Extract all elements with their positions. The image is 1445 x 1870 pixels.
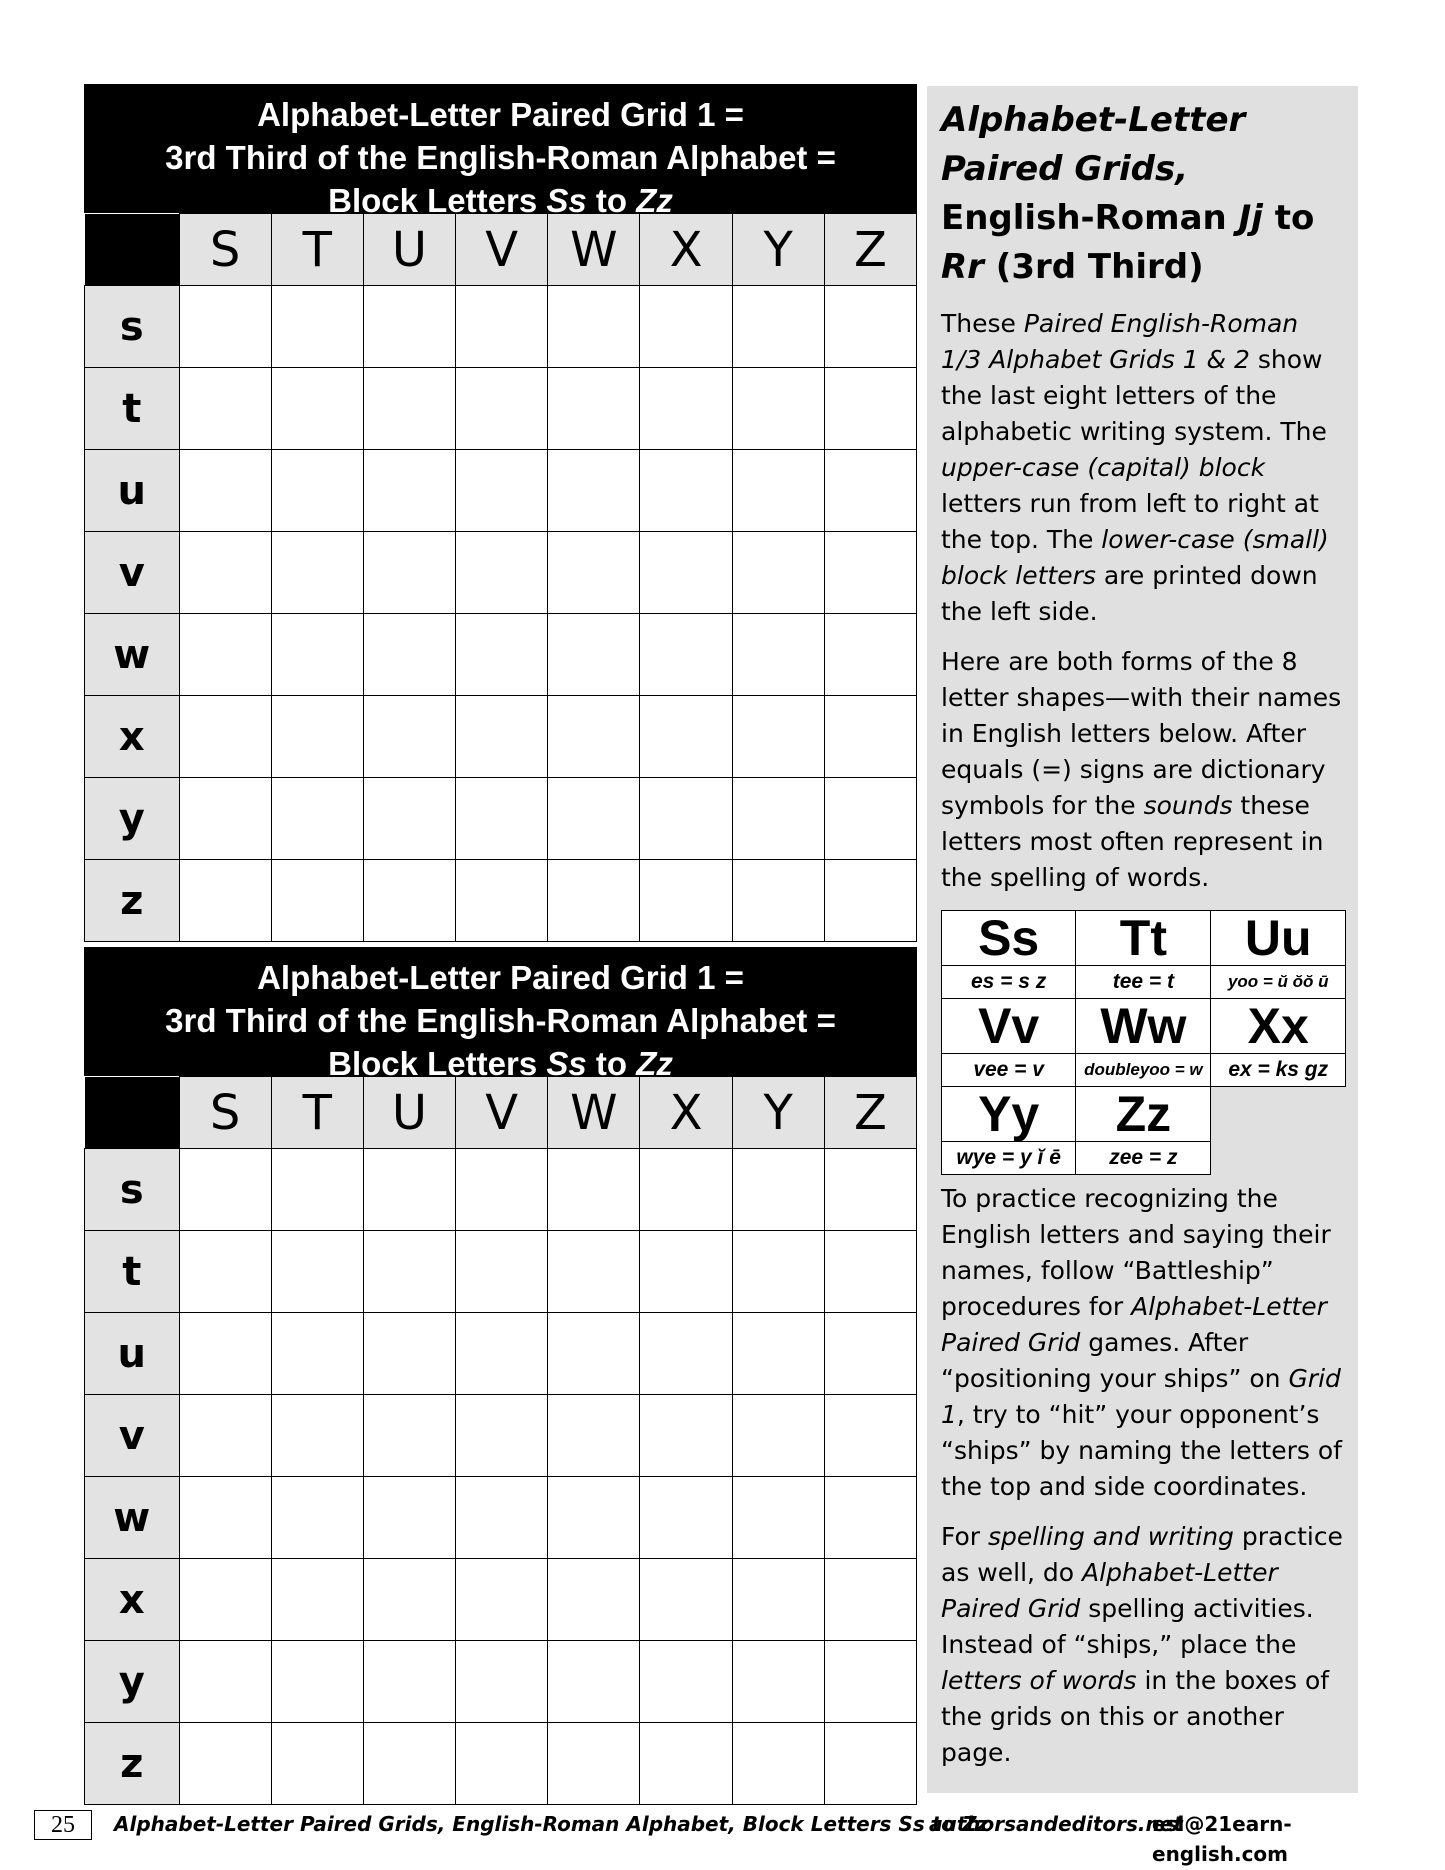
- grid-row: [85, 1313, 917, 1395]
- column-header-Y: Y: [732, 1077, 824, 1149]
- emphasis-text: spelling and writing: [988, 1522, 1234, 1551]
- column-header-S: S: [179, 214, 271, 286]
- grid-cell-Yv[interactable]: [732, 532, 824, 614]
- letter-shapes-paragraph: [941, 644, 1346, 896]
- grid-cell-Sz[interactable]: [179, 1723, 271, 1805]
- row-header-y: y: [85, 778, 180, 860]
- grid-cell-Tx[interactable]: [271, 696, 363, 778]
- letter-pair: Uu: [1244, 910, 1312, 966]
- letter-pair: Ww: [1100, 998, 1187, 1054]
- grid-cell-Zw[interactable]: [824, 1477, 916, 1559]
- letter-sound: es = s z: [942, 965, 1075, 998]
- grid-title-line-3: Block Letters Ss to Zz: [328, 1045, 673, 1082]
- grid-cell-Zx[interactable]: [824, 1559, 916, 1641]
- grid-cell-Uu[interactable]: [363, 450, 455, 532]
- letter-cell-Ss: [942, 911, 1076, 999]
- grid-cell-Vs[interactable]: [456, 286, 548, 368]
- letter-cell-Ww: [1076, 999, 1211, 1087]
- column-header-U: U: [363, 214, 455, 286]
- column-header-S: S: [179, 1077, 271, 1149]
- grid-cell-Xu[interactable]: [640, 1313, 732, 1395]
- grid-cell-Yx[interactable]: [732, 1559, 824, 1641]
- grid-cell-Wu[interactable]: [548, 450, 640, 532]
- grid-cell-Tu[interactable]: [271, 1313, 363, 1395]
- grid-cell-Uv[interactable]: [363, 532, 455, 614]
- column-header-U: U: [363, 1077, 455, 1149]
- grid-cell-Zy[interactable]: [824, 1641, 916, 1723]
- letter-sound: wye = y ĭ ē: [942, 1141, 1075, 1174]
- grid-cell-Tz[interactable]: [271, 1723, 363, 1805]
- column-header-T: T: [271, 1077, 363, 1149]
- grid-cell-Vx[interactable]: [456, 1559, 548, 1641]
- sidebar-title: Alphabet-Letter Paired Grids, English-Roman Jj to Rr (3rd Third): [941, 100, 1315, 287]
- grid-cell-Ty[interactable]: [271, 778, 363, 860]
- grid-row: [85, 1231, 917, 1313]
- letter-sound: vee = v: [942, 1053, 1075, 1086]
- body-text: Here are both forms of the 8 letter shapes—with their names in English letters below. After equals (=) signs are dictionary symbols for the: [941, 647, 1342, 820]
- row-header-x: x: [85, 696, 180, 778]
- grid-cell-Wx[interactable]: [548, 696, 640, 778]
- body-text: show the last eight letters of the alphabetic writing system. The: [941, 345, 1327, 446]
- letter-sound: yoo = ŭ ŏŏ ū: [1211, 965, 1345, 998]
- row-header-s: s: [85, 286, 180, 368]
- grid-cell-Zu[interactable]: [824, 1313, 916, 1395]
- body-text: , try to “hit” your opponent’s “ships” by naming the letters of the top and side coordinates.: [941, 1400, 1342, 1501]
- grid-cell-Xy[interactable]: [640, 778, 732, 860]
- grid-cell-Uv[interactable]: [363, 1395, 455, 1477]
- grid-cell-Wt[interactable]: [548, 368, 640, 450]
- grid-cell-Zz[interactable]: [824, 1723, 916, 1805]
- grid-cell-Vz[interactable]: [456, 1723, 548, 1805]
- grid-title-line-1: Alphabet-Letter Paired Grid 1 =: [257, 959, 744, 996]
- row-header-w: w: [85, 1477, 180, 1559]
- column-header-V: V: [456, 214, 548, 286]
- emphasis-text: upper-case (capital) block: [941, 453, 1266, 482]
- grid-cell-Xx[interactable]: [640, 696, 732, 778]
- grid-cell-Wu[interactable]: [548, 1313, 640, 1395]
- grid-cell-Xu[interactable]: [640, 450, 732, 532]
- grid-cell-Sy[interactable]: [179, 778, 271, 860]
- grid-cell-Yz[interactable]: [732, 1723, 824, 1805]
- grid-cell-Ys[interactable]: [732, 1149, 824, 1231]
- emphasis-text: Alphabet-Letter Paired Grid: [941, 1292, 1327, 1357]
- row-header-t: t: [85, 1231, 180, 1313]
- letter-sound: ex = ks gz: [1211, 1053, 1345, 1086]
- grid-cell-Sx[interactable]: [179, 1559, 271, 1641]
- grid-cell-Uy[interactable]: [363, 778, 455, 860]
- grid-cell-Ut[interactable]: [363, 1231, 455, 1313]
- grid-cell-Tx[interactable]: [271, 1559, 363, 1641]
- grid-row: [85, 286, 917, 368]
- footer-title: Alphabet-Letter Paired Grids, English-Roman Alphabet, Block Letters Ss to Zz: [114, 1812, 989, 1836]
- row-header-w: w: [85, 614, 180, 696]
- grid-cell-Vv[interactable]: [456, 1395, 548, 1477]
- letter-cell-Xx: [1211, 999, 1346, 1087]
- grid-cell-Xw[interactable]: [640, 614, 732, 696]
- grid-row: [85, 1395, 917, 1477]
- grid-cell-Us[interactable]: [363, 1149, 455, 1231]
- grid-cell-Tt[interactable]: [271, 1231, 363, 1313]
- grid-cell-Xz[interactable]: [640, 860, 732, 942]
- row-header-u: u: [85, 450, 180, 532]
- letter-sound: zee = z: [1076, 1141, 1210, 1174]
- row-header-y: y: [85, 1641, 180, 1723]
- row-header-z: z: [85, 1723, 180, 1805]
- column-header-Z: Z: [824, 214, 916, 286]
- grid-cell-Sw[interactable]: [179, 1477, 271, 1559]
- grid-cell-Xx[interactable]: [640, 1559, 732, 1641]
- grid-cell-Su[interactable]: [179, 1313, 271, 1395]
- grid-cell-Sy[interactable]: [179, 1641, 271, 1723]
- grid-cell-Zt[interactable]: [824, 368, 916, 450]
- grid-cell-Ws[interactable]: [548, 1149, 640, 1231]
- spelling-paragraph: [941, 1519, 1346, 1771]
- grid-cell-Yu[interactable]: [732, 450, 824, 532]
- grid-cell-Wv[interactable]: [548, 1395, 640, 1477]
- grid-cell-Zw[interactable]: [824, 614, 916, 696]
- grid-cell-Yy[interactable]: [732, 778, 824, 860]
- letter-cell-Tt: [1076, 911, 1211, 999]
- column-header-X: X: [640, 1077, 732, 1149]
- grid-cell-Yw[interactable]: [732, 1477, 824, 1559]
- grid-cell-Ty[interactable]: [271, 1641, 363, 1723]
- grid-row: [85, 368, 917, 450]
- column-header-Y: Y: [732, 214, 824, 286]
- grid-cell-Wy[interactable]: [548, 1641, 640, 1723]
- grid-cell-Wx[interactable]: [548, 1559, 640, 1641]
- grid-cell-Su[interactable]: [179, 450, 271, 532]
- grid-title-line-2: 3rd Third of the English-Roman Alphabet =: [165, 139, 836, 176]
- letter-pair: Vv: [978, 998, 1040, 1054]
- grid-cell-Ts[interactable]: [271, 286, 363, 368]
- row-header-t: t: [85, 368, 180, 450]
- body-text: To practice recognizing the English letters and saying their names, follow “Battleship” procedures for: [941, 1184, 1331, 1321]
- grid-cell-Vs[interactable]: [456, 1149, 548, 1231]
- body-text: For: [941, 1522, 989, 1551]
- grid-cell-Uz[interactable]: [363, 860, 455, 942]
- grid-cell-Tv[interactable]: [271, 1395, 363, 1477]
- footer-website: authorsandeditors.net: [929, 1812, 1183, 1836]
- grid-cell-Wz[interactable]: [548, 1723, 640, 1805]
- grid-cell-Vv[interactable]: [456, 532, 548, 614]
- grid-row: [85, 1723, 917, 1805]
- grid-cell-St[interactable]: [179, 1231, 271, 1313]
- letter-sound: tee = t: [1076, 965, 1210, 998]
- grid-cell-Xv[interactable]: [640, 532, 732, 614]
- row-header-z: z: [85, 860, 180, 942]
- grid-cell-Zu[interactable]: [824, 450, 916, 532]
- emphasis-text: lower-case (small) block letters: [941, 525, 1329, 590]
- grid-cell-Vt[interactable]: [456, 368, 548, 450]
- grid-cell-Ut[interactable]: [363, 368, 455, 450]
- grid-cell-Uw[interactable]: [363, 614, 455, 696]
- row-header-u: u: [85, 1313, 180, 1395]
- grid-cell-Yy[interactable]: [732, 1641, 824, 1723]
- grid-cell-Sw[interactable]: [179, 614, 271, 696]
- row-header-x: x: [85, 1559, 180, 1641]
- letter-pair: Tt: [1119, 910, 1167, 966]
- letter-pair: Zz: [1115, 1086, 1172, 1142]
- grid-cell-Yx[interactable]: [732, 696, 824, 778]
- grid-cell-Sv[interactable]: [179, 1395, 271, 1477]
- grid-cell-Uu[interactable]: [363, 1313, 455, 1395]
- grid-row: [85, 532, 917, 614]
- grid-title-line-3: Block Letters Ss to Zz: [328, 182, 673, 219]
- grid-row: [85, 1641, 917, 1723]
- grid-cell-Sv[interactable]: [179, 532, 271, 614]
- grid-cell-Zz[interactable]: [824, 860, 916, 942]
- grid-cell-Tt[interactable]: [271, 368, 363, 450]
- body-text: practice as well, do: [941, 1522, 1343, 1587]
- body-text: These: [941, 309, 1024, 338]
- grid-cell-Tu[interactable]: [271, 450, 363, 532]
- grid-cell-Us[interactable]: [363, 286, 455, 368]
- letter-pair: Xx: [1247, 998, 1309, 1054]
- grid-cell-Ux[interactable]: [363, 696, 455, 778]
- instructions-sidebar: [927, 86, 1358, 1793]
- grid-cell-Vt[interactable]: [456, 1231, 548, 1313]
- grid-cell-Xt[interactable]: [640, 368, 732, 450]
- emphasis-text: letters of words: [941, 1666, 1137, 1695]
- column-header-Z: Z: [824, 1077, 916, 1149]
- grid-cell-Ys[interactable]: [732, 286, 824, 368]
- letter-cell-Yy: [942, 1087, 1076, 1175]
- body-text: in the boxes of the grids on this or another page.: [941, 1666, 1330, 1767]
- grid-corner: [85, 1077, 180, 1149]
- grid-row: [85, 614, 917, 696]
- grid-cell-Xz[interactable]: [640, 1723, 732, 1805]
- grid-cell-Ww[interactable]: [548, 1477, 640, 1559]
- grid-cell-Vy[interactable]: [456, 778, 548, 860]
- letter-cell-Zz: [1076, 1087, 1211, 1175]
- body-text: these letters most often represent in the spelling of words.: [941, 791, 1324, 892]
- grid-cell-Zt[interactable]: [824, 1231, 916, 1313]
- grid-cell-Wy[interactable]: [548, 778, 640, 860]
- grid-cell-Xw[interactable]: [640, 1477, 732, 1559]
- grid-cell-Xt[interactable]: [640, 1231, 732, 1313]
- grid-cell-Vu[interactable]: [456, 450, 548, 532]
- grid-cell-Vw[interactable]: [456, 614, 548, 696]
- column-header-W: W: [548, 1077, 640, 1149]
- grid-cell-Tw[interactable]: [271, 614, 363, 696]
- grid-cell-Zv[interactable]: [824, 1395, 916, 1477]
- grid-cell-Yw[interactable]: [732, 614, 824, 696]
- emphasis-text: Alphabet-Letter Paired Grid: [941, 1558, 1278, 1623]
- grid-cell-Zs[interactable]: [824, 286, 916, 368]
- page-footer: [34, 1809, 1424, 1866]
- letter-sound: doubleyoo = w: [1076, 1053, 1210, 1086]
- grid-cell-Tv[interactable]: [271, 532, 363, 614]
- grid-cell-Ws[interactable]: [548, 286, 640, 368]
- column-header-X: X: [640, 214, 732, 286]
- grid-cell-Sz[interactable]: [179, 860, 271, 942]
- letter-pair: Yy: [978, 1086, 1040, 1142]
- grid-row: [85, 696, 917, 778]
- grid-title: [84, 84, 917, 219]
- battleship-paragraph: [941, 1181, 1346, 1505]
- grid-cell-Sx[interactable]: [179, 696, 271, 778]
- emphasis-text: sounds: [1143, 791, 1233, 820]
- grid-cell-Vw[interactable]: [456, 1477, 548, 1559]
- grid-cell-Ss[interactable]: [179, 1149, 271, 1231]
- body-text: are printed down the left side.: [941, 561, 1318, 626]
- page-number: 25: [34, 1810, 92, 1840]
- grid-cell-Vy[interactable]: [456, 1641, 548, 1723]
- grid-cell-Tw[interactable]: [271, 1477, 363, 1559]
- letter-names-table: [941, 910, 1346, 1175]
- grid-title: [84, 947, 917, 1082]
- grid-title-line-2: 3rd Third of the English-Roman Alphabet =: [165, 1002, 836, 1039]
- grid-row: [85, 450, 917, 532]
- grid-cell-Zx[interactable]: [824, 696, 916, 778]
- emphasis-text: Grid 1: [941, 1364, 1341, 1429]
- column-header-T: T: [271, 214, 363, 286]
- grid-cell-Wv[interactable]: [548, 532, 640, 614]
- grid-cell-Tz[interactable]: [271, 860, 363, 942]
- grid-cell-Yv[interactable]: [732, 1395, 824, 1477]
- grid-row: [85, 860, 917, 942]
- grid-cell-Yz[interactable]: [732, 860, 824, 942]
- grid-row: [85, 1559, 917, 1641]
- grid-cell-Xs[interactable]: [640, 1149, 732, 1231]
- grid-cell-Zv[interactable]: [824, 532, 916, 614]
- body-text: letters run from left to right at the top. The: [941, 489, 1319, 554]
- grid-cell-Zy[interactable]: [824, 778, 916, 860]
- grid-cell-Vz[interactable]: [456, 860, 548, 942]
- letter-grid-table: [84, 213, 917, 942]
- body-text: games. After “positioning your ships” on: [941, 1328, 1289, 1393]
- grid-cell-Zs[interactable]: [824, 1149, 916, 1231]
- grid-cell-Uz[interactable]: [363, 1723, 455, 1805]
- grid-cell-Ts[interactable]: [271, 1149, 363, 1231]
- grid-cell-Yt[interactable]: [732, 1231, 824, 1313]
- grid-cell-Yt[interactable]: [732, 368, 824, 450]
- grid-row: [85, 1149, 917, 1231]
- paired-grid-2: [84, 947, 917, 1805]
- grid-cell-Ww[interactable]: [548, 614, 640, 696]
- letter-cell-Uu: [1211, 911, 1346, 999]
- grid-cell-Xs[interactable]: [640, 286, 732, 368]
- grid-cell-Vx[interactable]: [456, 696, 548, 778]
- grid-cell-Wt[interactable]: [548, 1231, 640, 1313]
- grid-cell-Xv[interactable]: [640, 1395, 732, 1477]
- empty-cell: [1211, 1087, 1346, 1175]
- column-header-W: W: [548, 214, 640, 286]
- body-text: spelling activities. Instead of “ships,” place the: [941, 1594, 1314, 1659]
- paired-grid-1: [84, 84, 917, 942]
- row-header-s: s: [85, 1149, 180, 1231]
- grid-cell-Uw[interactable]: [363, 1477, 455, 1559]
- letter-grid-table: [84, 1076, 917, 1805]
- letter-pair: Ss: [978, 910, 1040, 966]
- grid-cell-Ss[interactable]: [179, 286, 271, 368]
- row-header-v: v: [85, 532, 180, 614]
- grid-cell-Ux[interactable]: [363, 1559, 455, 1641]
- letter-cell-Vv: [942, 999, 1076, 1087]
- grid-cell-Uy[interactable]: [363, 1641, 455, 1723]
- grid-row: [85, 1477, 917, 1559]
- grid-cell-Wz[interactable]: [548, 860, 640, 942]
- grid-row: [85, 778, 917, 860]
- footer-email: esl@21earn-english.com: [1152, 1812, 1292, 1866]
- grid-cell-Vu[interactable]: [456, 1313, 548, 1395]
- intro-paragraph: [941, 306, 1346, 630]
- grid-cell-Yu[interactable]: [732, 1313, 824, 1395]
- emphasis-text: Paired English-Roman 1/3 Alphabet Grids 1 & 2: [941, 309, 1299, 374]
- grid-cell-St[interactable]: [179, 368, 271, 450]
- grid-cell-Xy[interactable]: [640, 1641, 732, 1723]
- column-header-V: V: [456, 1077, 548, 1149]
- grid-corner: [85, 214, 180, 286]
- row-header-v: v: [85, 1395, 180, 1477]
- grid-title-line-1: Alphabet-Letter Paired Grid 1 =: [257, 96, 744, 133]
